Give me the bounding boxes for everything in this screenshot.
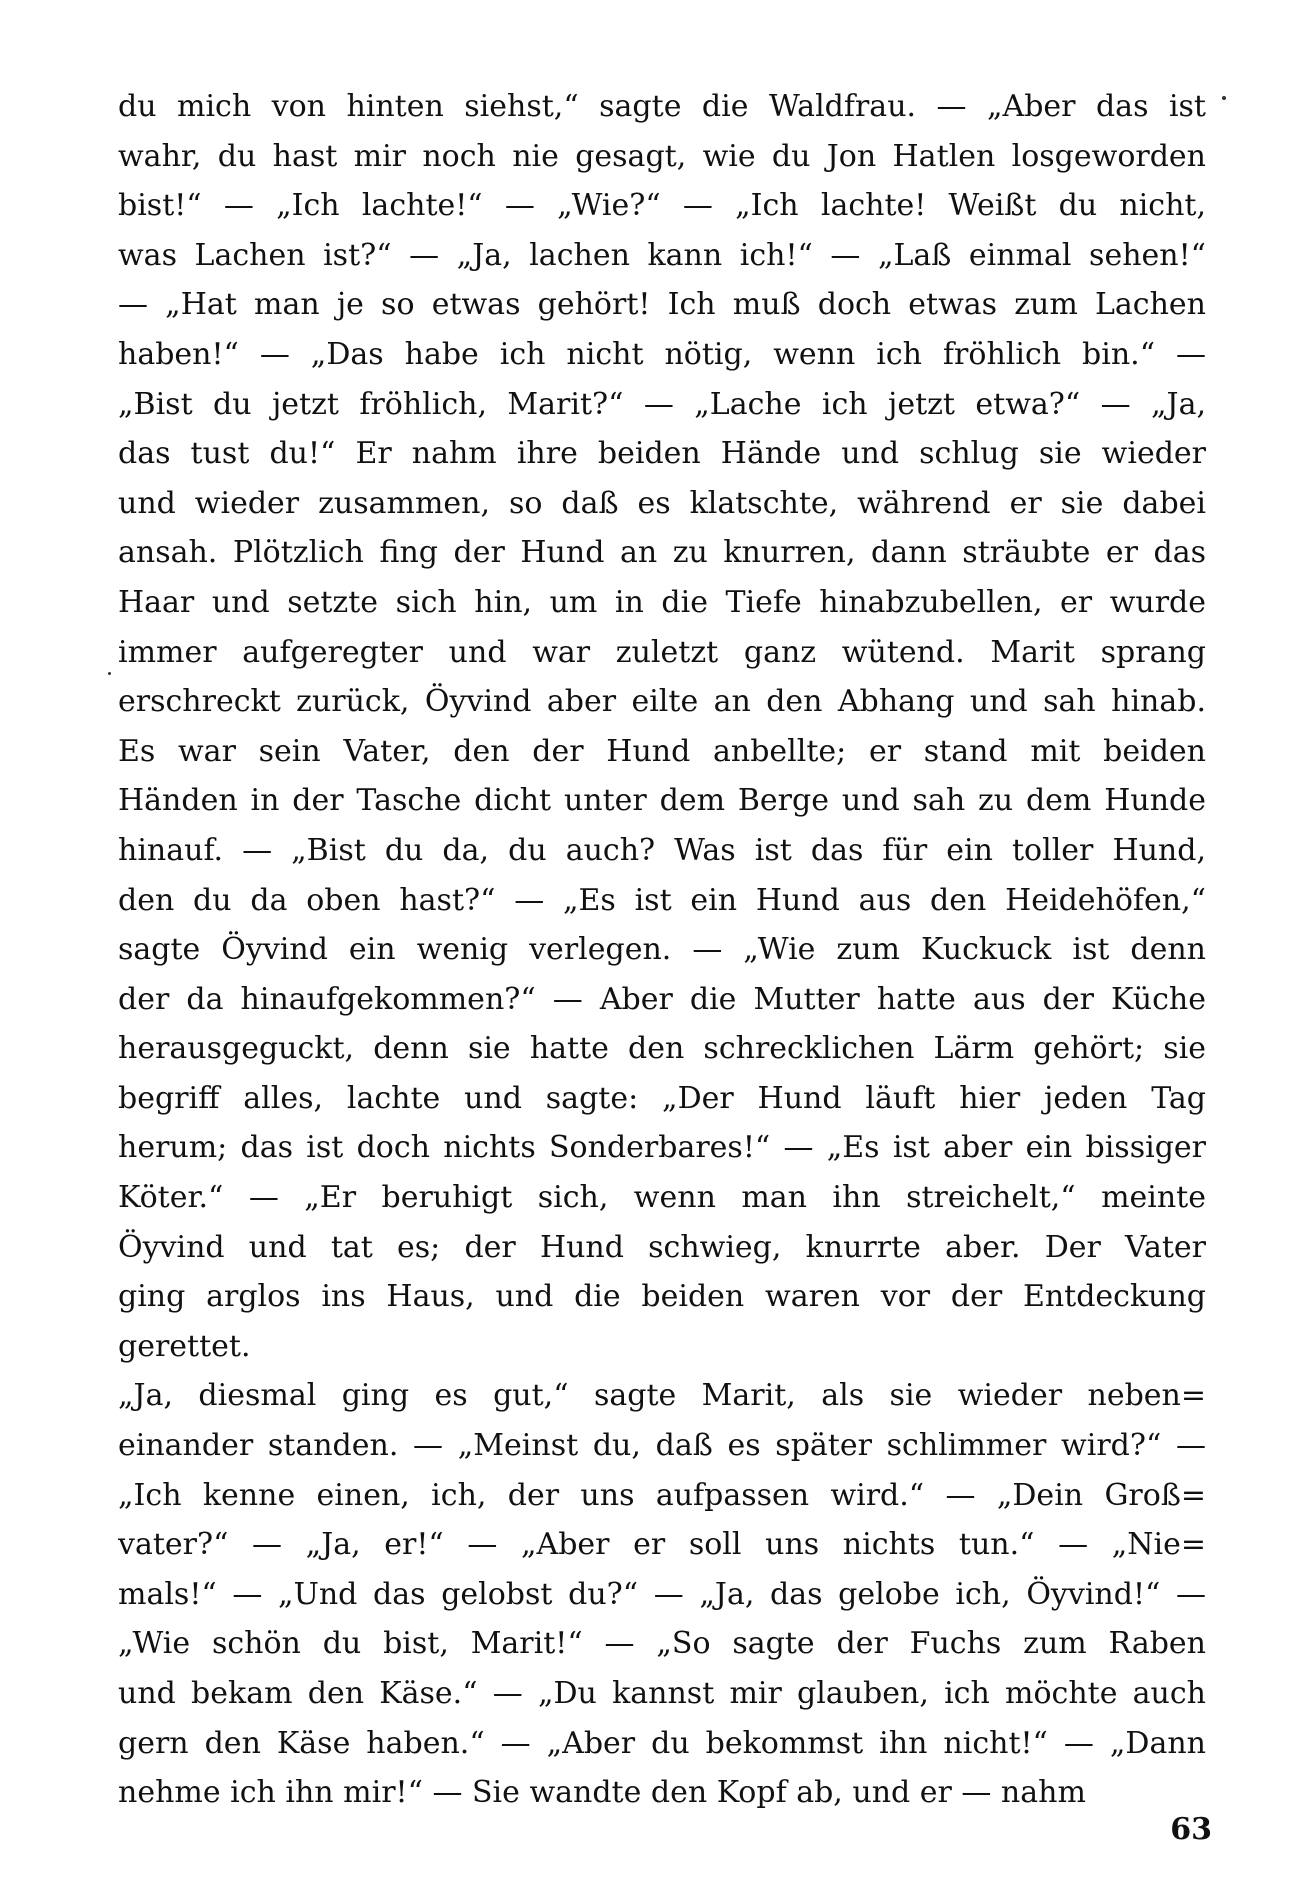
text-line: hinauf. — „Bist du da, du auch? Was ist das für ein toller Hund,	[118, 832, 1206, 868]
text-line: der da hinaufgekommen?“ — Aber die Mutter hatte aus der Küche	[118, 981, 1206, 1017]
text-line: „Wie schön du bist, Marit!“ — „So sagte der Fuchs zum Raben	[118, 1626, 1206, 1662]
page-number: 63	[1170, 1812, 1212, 1847]
text-line: das tust du!“ Er nahm ihre beiden Hände und schlug sie wieder	[118, 436, 1206, 472]
text-line: gern den Käse haben.“ — „Aber du bekommst ihn nicht!“ — „Dann	[118, 1725, 1206, 1761]
body-text	[118, 82, 1206, 1818]
text-line: „Bist du jetzt fröhlich, Marit?“ — „Lache ich jetzt etwa?“ — „Ja,	[118, 386, 1206, 422]
text-line: den du da oben hast?“ — „Es ist ein Hund aus den Heidehöfen,“	[118, 882, 1206, 918]
text-line: Es war sein Vater, den der Hund anbellte; er stand mit beiden	[118, 733, 1206, 769]
text-line: „Ja, diesmal ging es gut,“ sagte Marit, als sie wieder neben=	[118, 1378, 1206, 1414]
text-line: immer aufgeregter und war zuletzt ganz wütend. Marit sprang	[118, 634, 1206, 670]
text-line: was Lachen ist?“ — „Ja, lachen kann ich!“ — „Laß einmal sehen!“	[118, 237, 1206, 273]
text-line: mals!“ — „Und das gelobst du?“ — „Ja, das gelobe ich, Öyvind!“ —	[118, 1576, 1206, 1612]
text-line: ansah. Plötzlich fing der Hund an zu knurren, dann sträubte er das	[118, 535, 1206, 571]
text-line: Haar und setzte sich hin, um in die Tiefe hinabzubellen, er wurde	[118, 584, 1206, 620]
print-speck	[108, 672, 111, 675]
text-line: Öyvind und tat es; der Hund schwieg, knurrte aber. Der Vater	[118, 1229, 1206, 1265]
text-line: — „Hat man je so etwas gehört! Ich muß doch etwas zum Lachen	[118, 287, 1206, 323]
text-line: gerettet.	[118, 1328, 251, 1364]
print-speck	[1222, 96, 1226, 100]
text-line: sagte Öyvind ein wenig verlegen. — „Wie zum Kuckuck ist denn	[118, 932, 1206, 968]
text-line: vater?“ — „Ja, er!“ — „Aber er soll uns nichts tun.“ — „Nie=	[118, 1527, 1206, 1563]
text-line: Köter.“ — „Er beruhigt sich, wenn man ihn streichelt,“ meinte	[118, 1180, 1206, 1216]
text-line: erschreckt zurück, Öyvind aber eilte an den Abhang und sah hinab.	[118, 684, 1206, 720]
text-line: und bekam den Käse.“ — „Du kannst mir glauben, ich möchte auch	[118, 1676, 1206, 1711]
text-line: herausgeguckt, denn sie hatte den schrecklichen Lärm gehört; sie	[118, 1031, 1206, 1067]
text-line: begriff alles, lachte und sagte: „Der Hund läuft hier jeden Tag	[118, 1080, 1206, 1116]
text-line: du mich von hinten siehst,“ sagte die Waldfrau. — „Aber das ist	[118, 89, 1206, 124]
text-line: Händen in der Tasche dicht unter dem Berge und sah zu dem Hunde	[118, 783, 1206, 819]
text-line: nehme ich ihn mir!“ — Sie wandte den Kopf ab, und er — nahm	[118, 1775, 1086, 1811]
text-line: einander standen. — „Meinst du, daß es später schlimmer wird?“ —	[118, 1428, 1206, 1464]
text-line: ging arglos ins Haus, und die beiden waren vor der Entdeckung	[118, 1279, 1206, 1315]
text-line: herum; das ist doch nichts Sonderbares!“ — „Es ist aber ein bissiger	[118, 1130, 1206, 1166]
text-line: bist!“ — „Ich lachte!“ — „Wie?“ — „Ich lachte! Weißt du nicht,	[118, 188, 1206, 224]
text-line: „Ich kenne einen, ich, der uns aufpassen wird.“ — „Dein Groß=	[118, 1477, 1206, 1513]
text-line: und wieder zusammen, so daß es klatschte, während er sie dabei	[118, 485, 1206, 521]
text-line: wahr, du hast mir noch nie gesagt, wie du Jon Hatlen losgeworden	[118, 138, 1206, 174]
text-line: haben!“ — „Das habe ich nicht nötig, wenn ich fröhlich bin.“ —	[118, 336, 1206, 372]
